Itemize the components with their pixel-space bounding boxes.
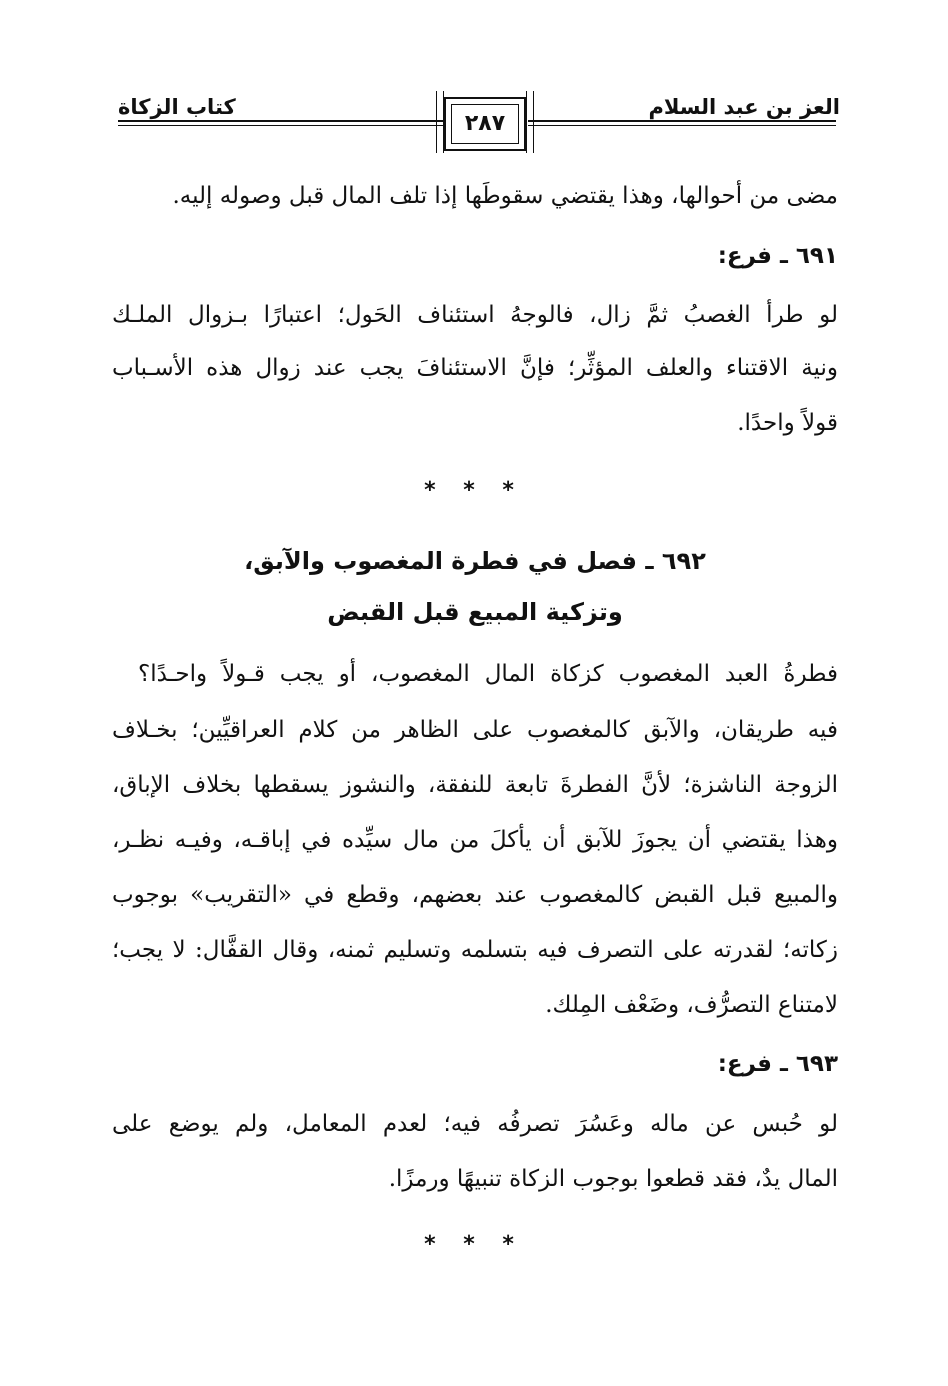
text-line: المال يدٌ، فقد قطعوا بوجوب الزكاة تنبيهًا ورمزًا.	[388, 1166, 838, 1192]
section-heading-691: ٦٩١ ـ فرع:	[717, 243, 838, 269]
frame-ornament-left	[436, 91, 444, 153]
frame-ornament-right	[526, 91, 534, 153]
header-rule-left	[118, 120, 443, 122]
section-heading-693: ٦٩٣ ـ فرع:	[717, 1051, 838, 1077]
text-line: لامتناع التصرُّف، وضَعْف المِلك.	[545, 992, 838, 1018]
section-divider-stars: * * *	[424, 1232, 524, 1257]
running-header-book-title: كتاب الزكاة	[118, 95, 236, 119]
text-line: ونية الاقتناء والعلف المؤثِّر؛ فإنَّ الاستئنافَ يجب عند زوال هذه الأسـباب	[112, 355, 838, 381]
text-line: قولاً واحدًا.	[737, 410, 838, 436]
text-line: فطرةُ العبد المغصوب كزكاة المال المغصوب، أو يجب قـولاً واحـدًا؟	[138, 661, 838, 687]
page-number: ٢٨٧	[464, 111, 506, 136]
text-line: مضى من أحوالها، وهذا يقتضي سقوطَها إذا تلف المال قبل وصوله إليه.	[172, 183, 838, 209]
text-line: وهذا يقتضي أن يجوزَ للآبق أن يأكلَ من مال سيِّده في إباقـه، وفيـه نظـر،	[112, 827, 838, 853]
text-line: لو طرأ الغصبُ ثمَّ زال، فالوجهُ استئناف الحَول؛ اعتبارًا بـزوال الملـك	[112, 302, 838, 328]
section-divider-stars: * * *	[424, 478, 524, 503]
text-line: الزوجة الناشزة؛ لأنَّ الفطرةَ تابعة للنفقة، والنشوز يسقطها بخلاف الإباق،	[112, 772, 838, 798]
header-rule-right-thin	[528, 125, 836, 126]
header-rule-right	[528, 120, 836, 122]
chapter-title-692-line1: ٦٩٢ ـ فصل في فطرة المغصوب والآبق،	[244, 547, 706, 575]
running-header-author: العز بن عبد السلام	[648, 95, 840, 119]
text-line: فيه طريقان، والآبق كالمغصوب على الظاهر من كلام العراقيِّين؛ بخـلاف	[112, 717, 838, 743]
text-line: زكاته؛ لقدرته على التصرف فيه بتسلمه وتسليم ثمنه، وقال القفَّال: لا يجب؛	[112, 937, 838, 963]
chapter-title-692-line2: وتزكية المبيع قبل القبض	[327, 598, 623, 626]
text-line: لو حُبس عن ماله وعَسُرَ تصرفُه فيه؛ لعدم المعامل، ولم يوضع على	[112, 1111, 838, 1137]
header-rule-left-thin	[118, 125, 443, 126]
text-line: والمبيع قبل القبض كالمغصوب عند بعضهم، وقطع في «التقريب» بوجوب	[112, 882, 838, 908]
page-number-frame	[444, 97, 526, 151]
